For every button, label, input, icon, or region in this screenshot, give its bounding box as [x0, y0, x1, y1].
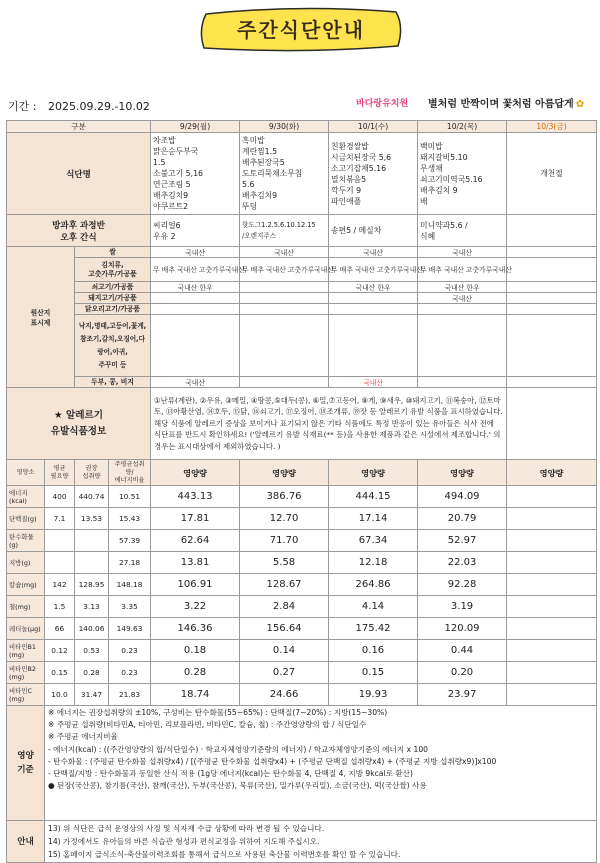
- meal-cell: 친환경쌀밥 시금치된장국 5,6 소고기잡채5.16 멸치볶음5 깍두기 9 파인애플: [329, 133, 418, 215]
- slogan: [428, 95, 584, 110]
- nutrition-row: [7, 486, 597, 508]
- origin-label-1: 원산지: [30, 309, 51, 317]
- recommended-intake: 0.53: [75, 640, 109, 662]
- basis-row: [7, 706, 597, 821]
- nutrition-header: 권장 섭취량: [75, 460, 109, 486]
- nutrition-value: 264.86: [329, 574, 418, 596]
- nutrient-name: 지방(g): [7, 552, 45, 574]
- nutrition-row: [7, 596, 597, 618]
- basis-label-2: 기준: [17, 765, 34, 775]
- snack-cell: 송편5 / 메실차: [329, 215, 418, 247]
- nutrition-column-title: 영양량: [507, 460, 597, 486]
- origin-cell: [240, 304, 329, 315]
- basis-label: [7, 706, 45, 821]
- guide-line: 15) 홈페이지 급식소식-축산물이력조회를 통해서 급식으로 사용된 축산물 이력번호를 확인 할 수 있습니다.: [48, 850, 401, 859]
- snack-cell: [507, 215, 597, 247]
- nutrition-row: [7, 552, 597, 574]
- recommended-intake: 440.74: [75, 486, 109, 508]
- nutrition-value: [507, 486, 597, 508]
- origin-item: 쌀: [75, 247, 151, 258]
- basis-line: - 단백질/지방 : 탄수화물과 동일한 산식 적용 (1g당 에너지(kcal)는 탄수화물 4, 단백질 4, 지방 9kcal로 환산): [48, 769, 413, 779]
- origin-row: [7, 377, 597, 388]
- day-header: 9/29(월): [151, 121, 240, 133]
- avg-need: 10.0: [45, 684, 75, 706]
- origin-cell: [240, 293, 329, 304]
- basis-text: [45, 706, 597, 821]
- avg-need: 0.15: [45, 662, 75, 684]
- nutrition-column-title: 영양량: [418, 460, 507, 486]
- nutrition-value: 17.81: [151, 508, 240, 530]
- origin-label-2: 표시제: [30, 319, 51, 327]
- guide-line: 14) 가정에서도 유아들의 바른 식습관 형성과 편식교정을 위하여 지도해 주십시오.: [48, 837, 320, 846]
- nutrition-value: 92.28: [418, 574, 507, 596]
- origin-cell: [507, 282, 597, 293]
- weekly-average: 57.39: [109, 530, 151, 552]
- origin-label: [7, 247, 75, 388]
- guide-text: [45, 821, 597, 863]
- origin-cell: 무 배추 국내산 고춧가루국내산: [418, 258, 507, 282]
- origin-cell: [507, 377, 597, 388]
- basis-line: - 에너지(kcal) : ((주간영양량의 합/식단일수) · 학교자체영양기준량의 에너지) / 학교자체영양기준의 에너지 x 100: [48, 744, 428, 754]
- origin-item: 돼지고기/가공품: [75, 293, 151, 304]
- origin-item: 두부, 콩, 비지: [75, 377, 151, 388]
- nutrition-value: 13.81: [151, 552, 240, 574]
- nutrition-value: 128.67: [240, 574, 329, 596]
- basis-line: ※ 주평균 에너지비율: [48, 732, 118, 742]
- guide-label: 안내: [7, 821, 45, 863]
- origin-row: [7, 282, 597, 293]
- nutrient-name: 철(mg): [7, 596, 45, 618]
- origin-cell: 무 배추 국내산 고춧가루국내산: [329, 258, 418, 282]
- origin-cell: [240, 377, 329, 388]
- origin-item: 김치류, 고춧가루/가공품: [75, 258, 151, 282]
- nutrition-row: [7, 684, 597, 706]
- nutrition-header: 주평균섭취량/ 에너지비율: [109, 460, 151, 486]
- recommended-intake: [75, 530, 109, 552]
- origin-cell: 국내산: [329, 377, 418, 388]
- weekly-average: 15.43: [109, 508, 151, 530]
- nutrition-value: 19.93: [329, 684, 418, 706]
- recommended-intake: 128.95: [75, 574, 109, 596]
- nutrition-row: [7, 618, 597, 640]
- recommended-intake: 140.06: [75, 618, 109, 640]
- avg-need: 1.5: [45, 596, 75, 618]
- avg-need: 400: [45, 486, 75, 508]
- flower-icon: ✿: [575, 99, 585, 110]
- weekly-average: 0.23: [109, 662, 151, 684]
- nutrition-value: [507, 574, 597, 596]
- nutrition-row: [7, 662, 597, 684]
- nutrient-name: 칼슘(mg): [7, 574, 45, 596]
- nutrition-value: 0.27: [240, 662, 329, 684]
- origin-cell: 국내산: [151, 247, 240, 258]
- allergy-row: [7, 388, 597, 460]
- nutrition-value: 0.28: [151, 662, 240, 684]
- nutrient-name: 비타민C (mg): [7, 684, 45, 706]
- avg-need: [45, 552, 75, 574]
- nutrition-value: 0.16: [329, 640, 418, 662]
- origin-cell: 무 배추 국내산 고춧가루국내산: [151, 258, 240, 282]
- snack-cell: 핫도그1.2.5.6.10.12.15 /오렌지주스: [240, 215, 329, 247]
- nutrition-value: 106.91: [151, 574, 240, 596]
- nutrition-value: [507, 662, 597, 684]
- origin-row: [7, 315, 597, 377]
- avg-need: [45, 530, 75, 552]
- period-value: 2025.09.29.-10.02: [47, 100, 150, 113]
- nutrient-name: 비타민B2 (mg): [7, 662, 45, 684]
- nutrition-body: [7, 486, 597, 706]
- day-header: 10/3(금): [507, 121, 597, 133]
- brand-name: 바다랑유치원: [356, 99, 409, 109]
- origin-cell: 무 배추 국내산 고춧가루국내산: [240, 258, 329, 282]
- snack-cell: 씨리얼6 우유 2: [151, 215, 240, 247]
- origin-cell: [329, 304, 418, 315]
- nutrition-value: 23.97: [418, 684, 507, 706]
- basis-line: - 탄수화물 : (주평균 탄수화물 섭취량x4) / [(주평균 탄수화물 섭취량x4) + (주평균 단백질 섭취량x4) + (주평균 지방 섭취량x9)]x100: [48, 756, 497, 766]
- nutrition-row: [7, 530, 597, 552]
- nutrition-column-title: 영양량: [151, 460, 240, 486]
- origin-cell: 국내산: [240, 247, 329, 258]
- nutrition-value: 386.76: [240, 486, 329, 508]
- origin-cell: [329, 293, 418, 304]
- avg-need: 0.12: [45, 640, 75, 662]
- meal-cell: 흑미밥 계란찜1.5 배추된장국5 도토리묵채소무침 5.6 배추김치9 뚜딩: [240, 133, 329, 215]
- nutrition-value: 156.64: [240, 618, 329, 640]
- allergy-info: ①난류(계란), ②우유, ③메밀, ④땅콩,⑤대두(콩), ⑥밀,⑦고등어, ⑧게, ⑨새우, ⑩돼지고기, ⑪복숭아, ⑫토마토, ⑬아황산염, ⑭호두, ⑮닭, ⑯쇠고기, ⑰오징어, ⑱조개류, ⑲잣 등 알레르기 유발 식품을 표시하였습니다. 해당 식품에 알레르기 증상을 보이거나 표기되지 않은 기타 식품에도 특정 반응이 있는 유아들은 식사 전에 식단표를 반드시 확인하세요! ('알레르기 유발 식재료(** 등)을 사용한 제품과 같은 시설에서 제조합니다.' 의 경우는 표시대상에서 제외하였습니다. ): [151, 388, 507, 460]
- nutrition-value: 3.22: [151, 596, 240, 618]
- recommended-intake: 31.47: [75, 684, 109, 706]
- nutrient-name: 레티놀(μg): [7, 618, 45, 640]
- nutrition-value: 443.13: [151, 486, 240, 508]
- meal-cell: 차조밥 맑은순두부국 1.5 소불고기 5,16 연근조림 5 배추김치9 야쿠르트2: [151, 133, 240, 215]
- day-header: 10/2(목): [418, 121, 507, 133]
- guide-row: [7, 821, 597, 863]
- recommended-intake: [75, 552, 109, 574]
- nutrition-value: 71.70: [240, 530, 329, 552]
- allergy-empty-cell: [507, 388, 597, 460]
- weekly-average: 21.83: [109, 684, 151, 706]
- meal-label: 식단명: [7, 133, 151, 215]
- origin-cell: 국내산: [329, 247, 418, 258]
- day-header: 9/30(화): [240, 121, 329, 133]
- nutrition-row: [7, 508, 597, 530]
- origin-cell: [507, 258, 597, 282]
- nutrition-value: 12.70: [240, 508, 329, 530]
- nutrition-value: [507, 530, 597, 552]
- nutrition-value: 22.03: [418, 552, 507, 574]
- period: [8, 98, 150, 114]
- avg-need: 7.1: [45, 508, 75, 530]
- nutrition-value: 18.74: [151, 684, 240, 706]
- nutrition-value: 444.15: [329, 486, 418, 508]
- origin-row: [7, 293, 597, 304]
- origin-row: [7, 247, 597, 258]
- nutrition-value: [507, 684, 597, 706]
- nutrition-value: [507, 508, 597, 530]
- avg-need: 142: [45, 574, 75, 596]
- origin-cell: [418, 304, 507, 315]
- origin-cell: 국내산 한우: [418, 282, 507, 293]
- origin-row: [7, 304, 597, 315]
- nutrition-header: 영양소: [7, 460, 45, 486]
- nutrition-value: 0.44: [418, 640, 507, 662]
- origin-cell: [507, 293, 597, 304]
- nutrition-value: [507, 552, 597, 574]
- allergy-label: [7, 388, 151, 460]
- snack-label-2: 오후 간식: [60, 232, 97, 243]
- nutrition-header-row: [7, 460, 597, 486]
- nutrition-value: 24.66: [240, 684, 329, 706]
- snack-cell: 미니약과5.6 / 식혜: [418, 215, 507, 247]
- basis-line: ※ 주평균 섭취량(비타민A, 티아민, 리보플라빈, 비타민C, 칼슘, 철) : 주간영양량의 합 / 식단일수: [48, 720, 367, 730]
- origin-cell: 국내산: [418, 247, 507, 258]
- nutrition-value: 3.19: [418, 596, 507, 618]
- nutrient-name: 단백질(g): [7, 508, 45, 530]
- category-header: 구분: [7, 121, 151, 133]
- period-label: 기간 :: [8, 100, 37, 113]
- nutrient-name: 탄수화물 (g): [7, 530, 45, 552]
- nutrition-value: [507, 640, 597, 662]
- avg-need: 66: [45, 618, 75, 640]
- weekly-average: 27.18: [109, 552, 151, 574]
- origin-cell: 국내산: [418, 293, 507, 304]
- origin-cell: [418, 377, 507, 388]
- nutrition-value: 2.84: [240, 596, 329, 618]
- day-header: 10/1(수): [329, 121, 418, 133]
- nutrition-header: 평균 필요량: [45, 460, 75, 486]
- snack-row: [7, 215, 597, 247]
- allergy-label-1: ★ 알레르기: [54, 409, 104, 421]
- nutrition-value: 175.42: [329, 618, 418, 640]
- origin-cell: 국내산 한우: [329, 282, 418, 293]
- recommended-intake: 3.13: [75, 596, 109, 618]
- basis-line: ● 된장(국산콩), 참기름(국산), 참깨(국산), 두부(국산콩), 묵류(국산), 밀가루(우리밀), 소금(국산), 떡(국산쌀) 사용: [48, 781, 427, 791]
- guide-line: 13) 위 식단은 급식 운영상의 사정 및 식자재 수급 상황에 따라 변경 될 수 있습니다.: [48, 824, 325, 833]
- nutrition-value: 62.64: [151, 530, 240, 552]
- nutrition-value: [507, 596, 597, 618]
- nutrition-row: [7, 640, 597, 662]
- nutrition-value: 20.79: [418, 508, 507, 530]
- origin-row: [7, 258, 597, 282]
- origin-cell: [240, 282, 329, 293]
- basis-label-1: 영양: [17, 751, 34, 761]
- origin-cell: 국내산: [151, 377, 240, 388]
- weekly-average: 0.23: [109, 640, 151, 662]
- nutrition-value: 5.58: [240, 552, 329, 574]
- recommended-intake: 13.53: [75, 508, 109, 530]
- nutrition-value: 0.20: [418, 662, 507, 684]
- origin-cell: [151, 304, 240, 315]
- allergy-label-2: 유발식품정보: [50, 425, 107, 437]
- brand-logo: [356, 96, 408, 109]
- weekly-average: 149.63: [109, 618, 151, 640]
- nutrition-value: 0.14: [240, 640, 329, 662]
- nutrition-value: 0.18: [151, 640, 240, 662]
- nutrition-value: 0.15: [329, 662, 418, 684]
- nutrition-value: 52.97: [418, 530, 507, 552]
- page-title: 주간식단안내: [237, 18, 365, 42]
- snack-label: [7, 215, 151, 247]
- nutrition-column-title: 영양량: [329, 460, 418, 486]
- origin-item: 낙지,명태,고등어,꽃게, 참조기,갈치,오징어,다 랑어,아귀, 주꾸미 등: [75, 315, 151, 377]
- origin-cell: [329, 315, 418, 377]
- nutrition-value: 17.14: [329, 508, 418, 530]
- weekly-average: 148.18: [109, 574, 151, 596]
- snack-label-1: 방과후 과정반: [52, 220, 105, 231]
- nutrient-name: 에너지 (kcal): [7, 486, 45, 508]
- origin-cell: 국내산 한우: [151, 282, 240, 293]
- basis-line: ※ 에너지는 권장섭취량의 ±10%, 구성비는 탄수화물(55~65%) : 단백질(7~20%) : 지방(15~30%): [48, 708, 388, 717]
- nutrition-value: 494.09: [418, 486, 507, 508]
- nutrient-name: 비타민B1 (mg): [7, 640, 45, 662]
- origin-cell: [240, 315, 329, 377]
- nutrition-value: [507, 618, 597, 640]
- origin-cell: [507, 247, 597, 258]
- weekly-average: 10.51: [109, 486, 151, 508]
- origin-cell: [507, 304, 597, 315]
- header-row: [7, 121, 597, 133]
- menu-table: [6, 120, 597, 863]
- weekly-average: 3.35: [109, 596, 151, 618]
- slogan-text: 별처럼 반짝이며 꽃처럼 아름답게: [428, 99, 574, 110]
- meal-cell: 백미밥 돼지갈비5.10 무생채 쇠고기미역국5.16 배추김치 9 배: [418, 133, 507, 215]
- origin-cell: [151, 293, 240, 304]
- origin-item: 쇠고기/가공품: [75, 282, 151, 293]
- origin-cell: [418, 315, 507, 377]
- nutrition-value: 12.18: [329, 552, 418, 574]
- origin-item: 닭오리고기/가공품: [75, 304, 151, 315]
- nutrition-row: [7, 574, 597, 596]
- title-banner: [196, 6, 406, 56]
- nutrition-value: 67.34: [329, 530, 418, 552]
- nutrition-column-title: 영양량: [240, 460, 329, 486]
- meal-row: [7, 133, 597, 215]
- origin-cell: [151, 315, 240, 377]
- nutrition-value: 4.14: [329, 596, 418, 618]
- meal-cell: 개천절: [507, 133, 597, 215]
- nutrition-value: 146.36: [151, 618, 240, 640]
- origin-cell: [507, 315, 597, 377]
- recommended-intake: 0.28: [75, 662, 109, 684]
- nutrition-value: 120.09: [418, 618, 507, 640]
